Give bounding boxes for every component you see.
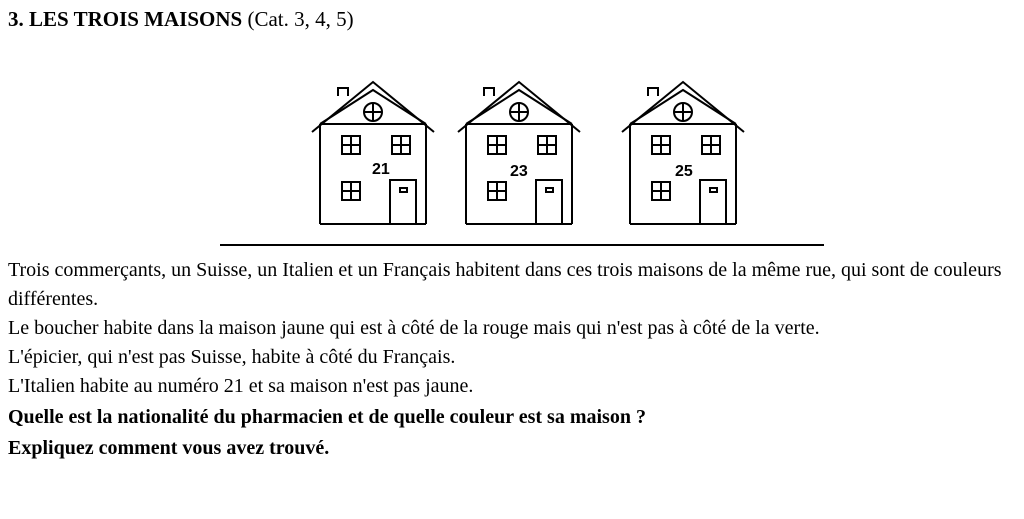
houses-illustration (300, 78, 760, 228)
house-number-21: 21 (372, 161, 390, 178)
house-23-drawing (454, 78, 586, 228)
problem-title (8, 6, 354, 32)
statement-paragraph-1: Trois commerçants, un Suisse, un Italien et un Français habitent dans ces trois maisons de la même rue, qui sont de couleurs différentes. (8, 259, 1002, 310)
question-1: Quelle est la nationalité du pharmacien et de quelle couleur est sa maison ? (8, 406, 646, 428)
house-number-25: 25 (675, 163, 693, 180)
house-25-drawing (618, 78, 750, 228)
statement-paragraph-3: L'épicier, qui n'est pas Suisse, habite à côté du Français. (8, 346, 456, 368)
ground-line (220, 244, 824, 246)
statement-paragraph-4: L'Italien habite au numéro 21 et sa maison n'est pas jaune. (8, 375, 474, 397)
problem-title-name: 3. LES TROIS MAISONS (8, 7, 243, 31)
question-2: Expliquez comment vous avez trouvé. (8, 437, 330, 459)
house-21-drawing (308, 78, 440, 228)
house-21 (308, 78, 440, 228)
house-23 (454, 78, 586, 228)
problem-statement (8, 256, 1018, 463)
house-number-23: 23 (510, 163, 528, 180)
house-25 (618, 78, 750, 228)
statement-paragraph-2: Le boucher habite dans la maison jaune qui est à côté de la rouge mais qui n'est pas à côté de la verte. (8, 317, 820, 339)
problem-categories: (Cat. 3, 4, 5) (247, 7, 354, 31)
